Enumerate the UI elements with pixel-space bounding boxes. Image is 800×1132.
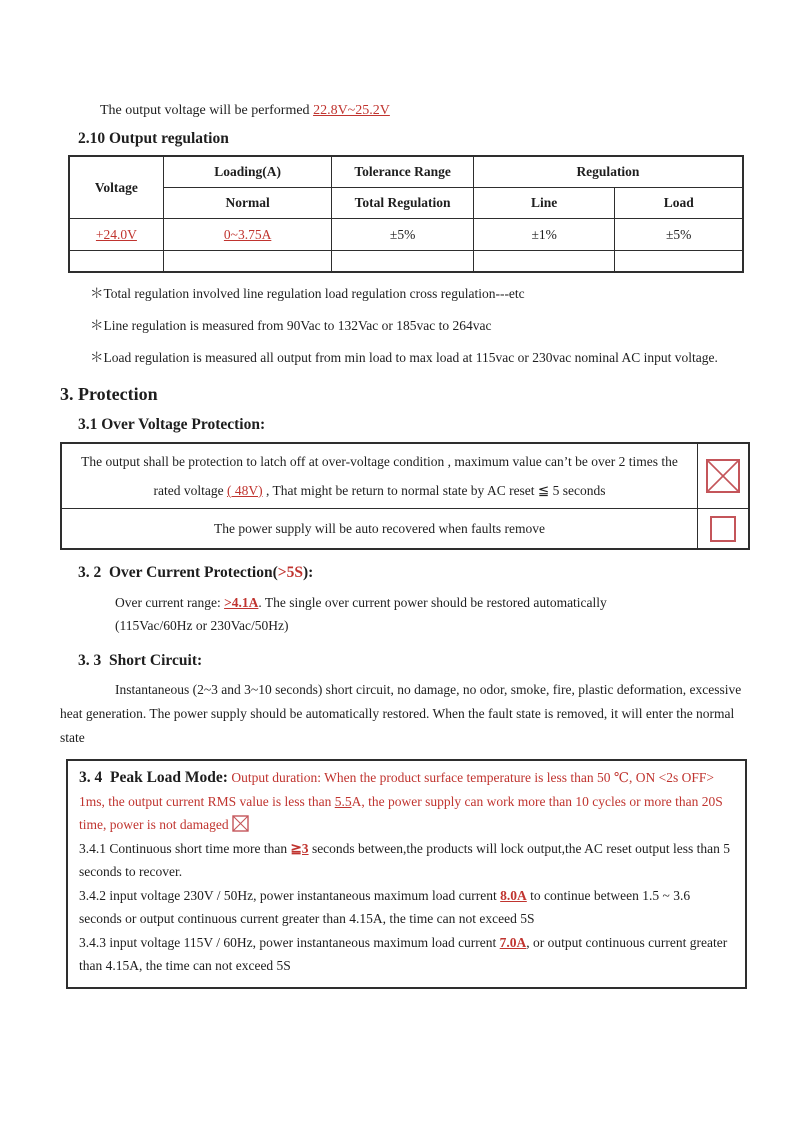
section-3-2-title [78,564,750,582]
col-tolerance-range: Tolerance Range [332,156,474,188]
clause-3-4-2-post: to continue between 1.5 ~ 3.6 seconds or output continuous current greater than 4.15A, the time can not exceed 5S [79,887,694,926]
ovp-auto-recover-text: The power supply will be auto recovered when faults remove [61,509,698,550]
col-regulation: Regulation [473,156,743,188]
ocp-title-post: ): [302,564,314,581]
ovp-row-latch-off [61,443,749,509]
peak-load-mode-box [66,759,747,989]
table-data-row [69,219,743,251]
empty-cell [69,251,163,273]
col-line: Line [473,188,615,219]
rated-voltage-value: ( 48V) [226,483,263,498]
section-3-4-title: 3. 4 Peak Load Mode: [79,769,228,786]
empty-cell [163,251,332,273]
intro-line [60,103,750,119]
table-header-row-1 [69,156,743,188]
clause-3-4-1 [79,837,735,884]
loading-value-cell [163,219,332,251]
ovp-auto-recover-checkbox-cell [698,509,750,550]
ocp-body-pre: Over current range: [115,595,225,610]
ovp-latch-off-text-end: , That might be return to normal state by AC reset ≦ 5 seconds [262,483,606,498]
ocp-title-pre: 3. 2 Over Current Protection( [78,564,278,581]
ovp-latch-off-text-cell [61,443,698,509]
intro-text: The output voltage will be performed [100,103,314,118]
empty-box-icon [709,515,737,543]
section-2-10-title: 2.10 Output regulation [78,130,229,147]
loading-value: 0~3.75A [223,226,272,242]
voltage-value: +24.0V [95,226,137,242]
section-3-1-title: 3.1 Over Voltage Protection: [78,416,266,433]
clause-3-4-1-post: seconds between,the products will lock output,the AC reset output less than 5 seconds to recover. [79,840,734,879]
peak-load-red-text-1: Output duration: When the product surface temperature is less than 50 ℃, ON <2s OFF> 1ms, the output current RMS value is less than [79,770,718,809]
clause-3-4-2-pre: 3.4.2 input voltage 230V / 50Hz, power instantaneous maximum load current [79,887,501,903]
crossed-box-small-icon [232,817,249,832]
over-voltage-protection-table [60,442,750,550]
note-load-regulation: ＊Load regulation is measured all output from min load to max load at 115vac or 230vac nominal AC input voltage. [90,350,718,365]
peak-load-mode-intro [79,766,735,837]
table-header-row-2 [69,188,743,219]
crossed-box-icon [705,458,741,494]
clause-3-4-3-pre: 3.4.3 input voltage 115V / 60Hz, power instantaneous maximum load current [79,934,500,950]
empty-cell [473,251,615,273]
col-loading: Loading(A) [163,156,332,188]
short-circuit-body: Instantaneous (2~3 and 3~10 seconds) short circuit, no damage, no odor, smoke, fire, plastic deformation, excessive heat generation. The power supply should be automatically restored. When the fault state is removed, it will enter the normal state [60,682,745,745]
load-regulation-value: ±5% [615,219,743,251]
ocp-title-value: >5S [277,564,303,581]
ocp-body-post: . The single over current power should be restored automatically [258,595,607,610]
section-3-title: 3. Protection [60,384,158,404]
total-regulation-value: ±5% [332,219,474,251]
output-voltage-range: 22.8V~25.2V [313,103,390,118]
voltage-value-cell [69,219,163,251]
col-load: Load [615,188,743,219]
col-total-regulation: Total Regulation [332,188,474,219]
clause-3-4-3-value: 7.0A [499,934,527,950]
empty-cell [332,251,474,273]
col-normal: Normal [163,188,332,219]
ovp-latch-off-checkbox-cell [698,443,750,509]
output-regulation-table [68,155,744,273]
clause-3-4-1-pre: 3.4.1 Continuous short time more than [79,840,291,856]
peak-load-red-text-2: A, the power supply can work more than 10 cycles or more than 20S time, power is not damaged [79,793,727,832]
ovp-row-auto-recover [61,509,749,550]
clause-3-4-3 [79,931,735,978]
over-current-value: >4.1A [224,595,259,610]
section-3-3-title: 3. 3 Short Circuit: [78,652,203,669]
line-regulation-value: ±1% [473,219,615,251]
clause-3-4-3-post: , or output continuous current greater than 4.15A, the time can not exceed 5S [79,934,731,973]
note-line-regulation: ＊Line regulation is measured from 90Vac to 132Vac or 185vac to 264vac [90,318,492,333]
table-empty-row [69,251,743,273]
ovp-latch-off-text: The output shall be protection to latch off at over-voltage condition , maximum value can’t be over 2 times the rated voltage [81,454,682,498]
ocp-body [115,591,715,614]
clause-3-4-1-value: ≧3 [290,840,309,856]
note-total-regulation: ＊Total regulation involved line regulation load regulation cross regulation---etc [90,286,525,301]
col-voltage: Voltage [69,156,163,219]
clause-3-4-2 [79,884,735,931]
ocp-body-line2: (115Vac/60Hz or 230Vac/50Hz) [115,618,289,633]
peak-load-rms-value: 5.5 [334,793,352,809]
clause-3-4-2-value: 8.0A [500,887,527,903]
empty-cell [615,251,743,273]
